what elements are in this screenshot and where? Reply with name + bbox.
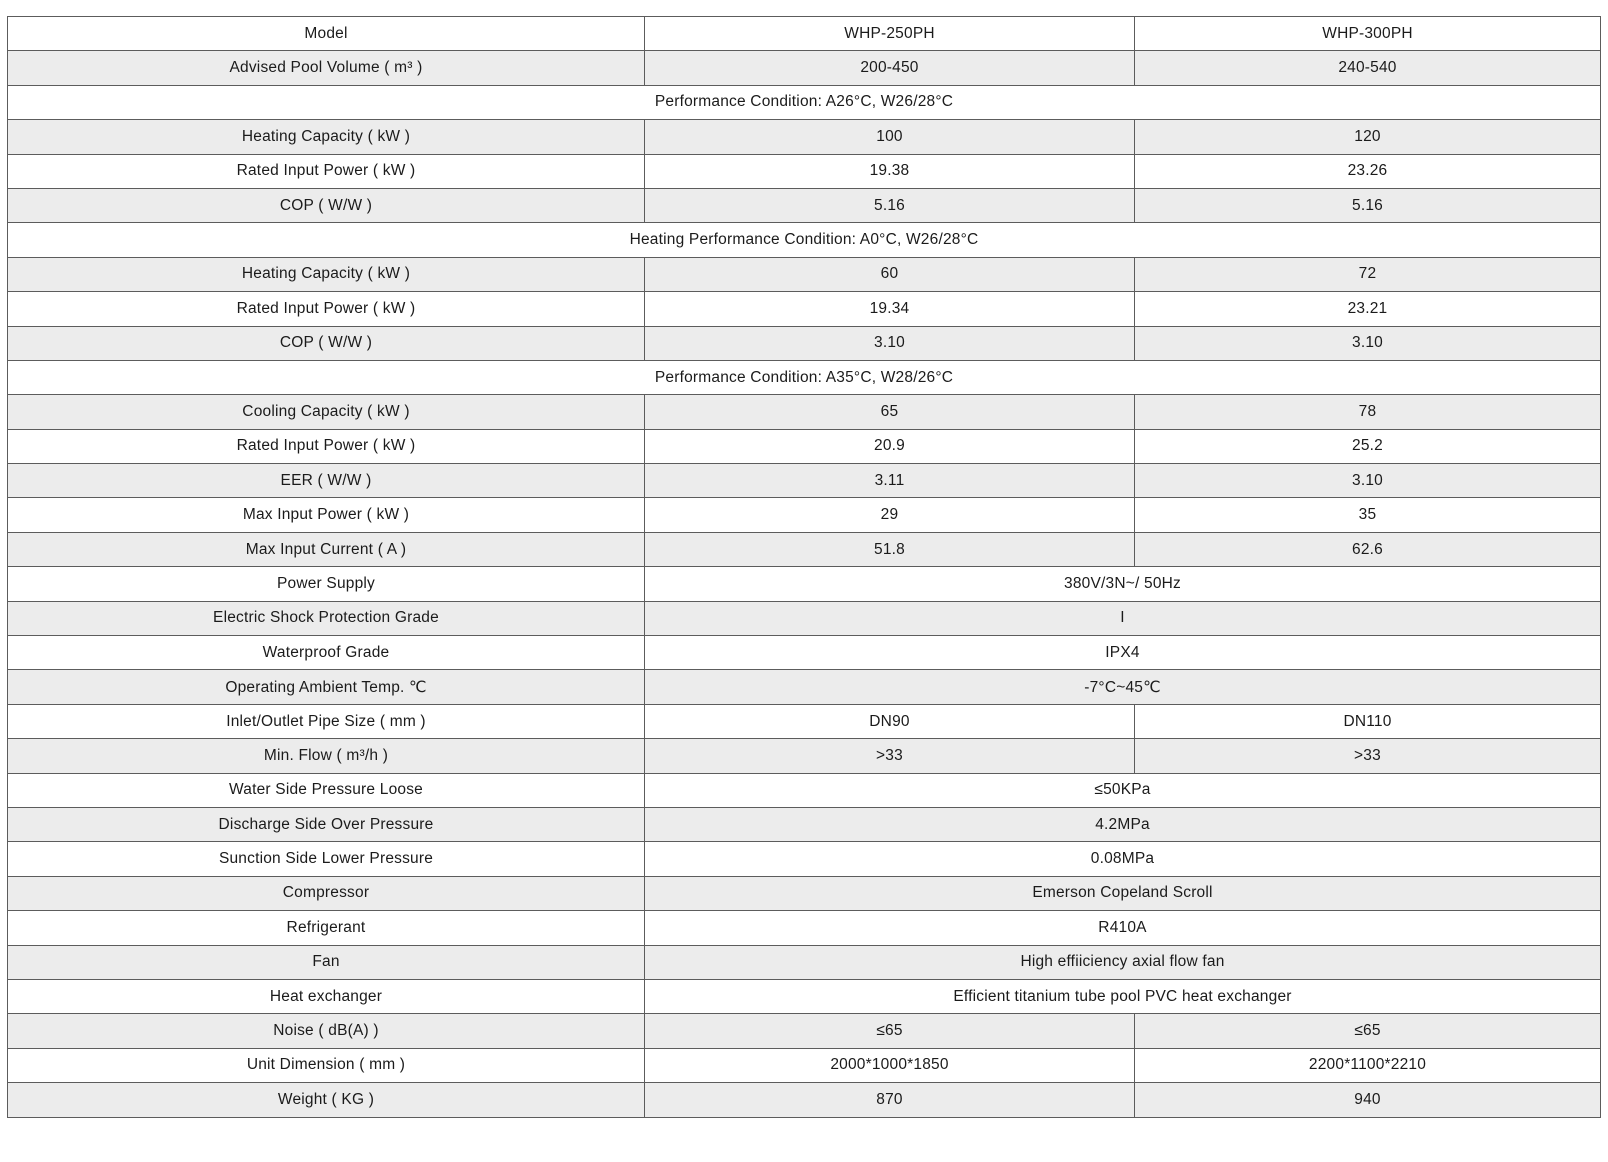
row-label: Noise ( dB(A) ) [8, 1014, 645, 1048]
row-label: Unit Dimension ( mm ) [8, 1048, 645, 1082]
table-row [8, 773, 1601, 807]
cell-value: 60 [645, 257, 1135, 291]
section-row [8, 360, 1601, 394]
row-label: Electric Shock Protection Grade [8, 601, 645, 635]
table-row [8, 188, 1601, 222]
table-row [8, 979, 1601, 1013]
column-header-whp-300ph: WHP-300PH [1135, 17, 1601, 51]
table-row [8, 51, 1601, 85]
section-title: Heating Performance Condition: A0°C, W26/28°C [8, 223, 1601, 257]
column-header-whp-250ph: WHP-250PH [645, 17, 1135, 51]
row-label: COP ( W/W ) [8, 188, 645, 222]
table-row [8, 1083, 1601, 1117]
cell-value: High effiiciency axial flow fan [645, 945, 1601, 979]
cell-value: 19.34 [645, 292, 1135, 326]
cell-value: 72 [1135, 257, 1601, 291]
cell-value: 51.8 [645, 532, 1135, 566]
cell-value: 19.38 [645, 154, 1135, 188]
row-label: Heating Capacity ( kW ) [8, 257, 645, 291]
row-label: Max Input Current ( A ) [8, 532, 645, 566]
row-label: Waterproof Grade [8, 636, 645, 670]
section-row [8, 223, 1601, 257]
cell-value: I [645, 601, 1601, 635]
row-label: Weight ( KG ) [8, 1083, 645, 1117]
row-label: Operating Ambient Temp. ℃ [8, 670, 645, 704]
table-row [8, 807, 1601, 841]
table-row [8, 395, 1601, 429]
table-row [8, 498, 1601, 532]
section-title: Performance Condition: A35°C, W28/26°C [8, 360, 1601, 394]
cell-value: 240-540 [1135, 51, 1601, 85]
row-label: Advised Pool Volume ( m³ ) [8, 51, 645, 85]
cell-value: 35 [1135, 498, 1601, 532]
cell-value: 200-450 [645, 51, 1135, 85]
cell-value: 0.08MPa [645, 842, 1601, 876]
table-row [8, 257, 1601, 291]
cell-value: >33 [1135, 739, 1601, 773]
row-label: Rated Input Power ( kW ) [8, 154, 645, 188]
cell-value: 25.2 [1135, 429, 1601, 463]
row-label: Heat exchanger [8, 979, 645, 1013]
cell-value: ≤65 [645, 1014, 1135, 1048]
cell-value: 2000*1000*1850 [645, 1048, 1135, 1082]
table-row [8, 532, 1601, 566]
cell-value: 5.16 [1135, 188, 1601, 222]
cell-value: 100 [645, 120, 1135, 154]
cell-value: R410A [645, 911, 1601, 945]
row-label: Fan [8, 945, 645, 979]
spec-table-body [8, 17, 1601, 1118]
table-row [8, 120, 1601, 154]
cell-value: Emerson Copeland Scroll [645, 876, 1601, 910]
cell-value: 870 [645, 1083, 1135, 1117]
cell-value: 120 [1135, 120, 1601, 154]
cell-value: 23.26 [1135, 154, 1601, 188]
row-label: COP ( W/W ) [8, 326, 645, 360]
row-label: Max Input Power ( kW ) [8, 498, 645, 532]
cell-value: DN90 [645, 704, 1135, 738]
cell-value: >33 [645, 739, 1135, 773]
cell-value: 940 [1135, 1083, 1601, 1117]
table-row [8, 464, 1601, 498]
cell-value: ≤50KPa [645, 773, 1601, 807]
table-row [8, 1014, 1601, 1048]
table-row [8, 292, 1601, 326]
row-label: Compressor [8, 876, 645, 910]
row-label: Refrigerant [8, 911, 645, 945]
cell-value: -7°C~45℃ [645, 670, 1601, 704]
row-label: Sunction Side Lower Pressure [8, 842, 645, 876]
cell-value: 65 [645, 395, 1135, 429]
table-row [8, 567, 1601, 601]
table-row [8, 154, 1601, 188]
cell-value: 23.21 [1135, 292, 1601, 326]
cell-value: 5.16 [645, 188, 1135, 222]
row-label: Rated Input Power ( kW ) [8, 292, 645, 326]
table-row [8, 601, 1601, 635]
row-label: Heating Capacity ( kW ) [8, 120, 645, 154]
row-label: Min. Flow ( m³/h ) [8, 739, 645, 773]
cell-value: DN110 [1135, 704, 1601, 738]
cell-value: ≤65 [1135, 1014, 1601, 1048]
cell-value: 78 [1135, 395, 1601, 429]
cell-value: 3.11 [645, 464, 1135, 498]
table-row [8, 911, 1601, 945]
row-label: Cooling Capacity ( kW ) [8, 395, 645, 429]
section-row [8, 85, 1601, 119]
cell-value: 3.10 [1135, 326, 1601, 360]
table-row [8, 739, 1601, 773]
cell-value: 62.6 [1135, 532, 1601, 566]
table-row [8, 326, 1601, 360]
table-row [8, 842, 1601, 876]
section-title: Performance Condition: A26°C, W26/28°C [8, 85, 1601, 119]
spec-table [7, 16, 1601, 1118]
cell-value: 4.2MPa [645, 807, 1601, 841]
table-row [8, 670, 1601, 704]
cell-value: 2200*1100*2210 [1135, 1048, 1601, 1082]
cell-value: 3.10 [645, 326, 1135, 360]
row-label: EER ( W/W ) [8, 464, 645, 498]
row-label: Water Side Pressure Loose [8, 773, 645, 807]
cell-value: Efficient titanium tube pool PVC heat exchanger [645, 979, 1601, 1013]
table-row [8, 1048, 1601, 1082]
spec-sheet [7, 16, 1601, 1118]
cell-value: 380V/3N~/ 50Hz [645, 567, 1601, 601]
row-label: Rated Input Power ( kW ) [8, 429, 645, 463]
table-row [8, 636, 1601, 670]
cell-value: 3.10 [1135, 464, 1601, 498]
cell-value: 29 [645, 498, 1135, 532]
cell-value: 20.9 [645, 429, 1135, 463]
row-label: Power Supply [8, 567, 645, 601]
header-row [8, 17, 1601, 51]
column-header-model: Model [8, 17, 645, 51]
cell-value: IPX4 [645, 636, 1601, 670]
table-row [8, 945, 1601, 979]
table-row [8, 429, 1601, 463]
row-label: Inlet/Outlet Pipe Size ( mm ) [8, 704, 645, 738]
table-row [8, 876, 1601, 910]
table-row [8, 704, 1601, 738]
row-label: Discharge Side Over Pressure [8, 807, 645, 841]
